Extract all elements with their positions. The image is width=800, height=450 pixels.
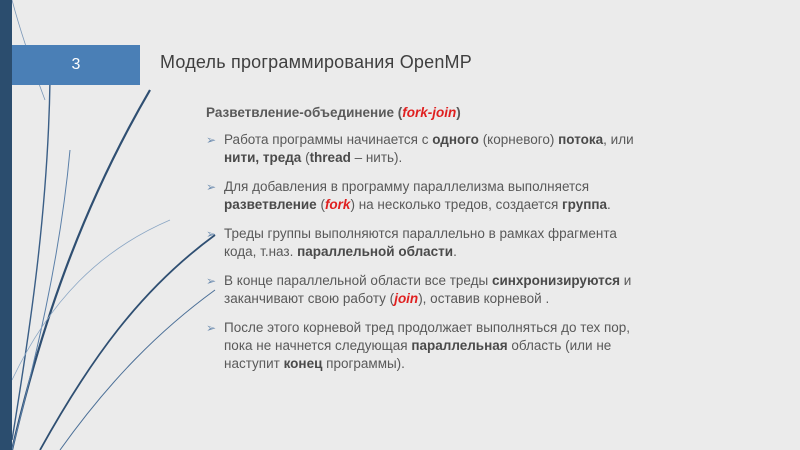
keyword-join: join <box>394 291 419 306</box>
slide-content <box>206 104 651 384</box>
bullet-item: ➢ После этого корневой тред продолжает выполняться до тех пор, пока не начнется следующая параллельная область (или не наступит конец программы). <box>206 320 631 371</box>
bullet-item: ➢ Треды группы выполняются параллельно в рамках фрагмента кода, т.наз. параллельной области. <box>206 226 617 259</box>
slide-title: Модель программирования OpenMP <box>160 52 472 72</box>
arrow-right-icon: ➢ <box>206 321 217 335</box>
arrow-right-icon: ➢ <box>206 133 217 147</box>
arrow-right-icon: ➢ <box>206 274 217 288</box>
bullet-item: ➢ Для добавления в программу параллелизма выполняется разветвление (fork) на несколько тредов, создается группа. <box>206 179 611 212</box>
subtitle: Разветвление-объединение (fork-join) <box>206 105 461 120</box>
keyword-fork-join: fork-join <box>402 105 457 120</box>
left-accent-strip <box>0 0 12 450</box>
arrow-right-icon: ➢ <box>206 180 217 194</box>
slide-number <box>12 45 140 85</box>
bullet-item: ➢ В конце параллельной области все треды синхронизируются и заканчивают свою работу (join), оставив корневой . <box>206 273 632 306</box>
slide-number-text: 3 <box>71 56 81 73</box>
bullet-item: ➢ Работа программы начинается с одного (корневого) потока, или нити, треда (thread – нить). <box>206 132 634 165</box>
keyword-fork: fork <box>324 197 351 212</box>
arrow-right-icon: ➢ <box>206 227 217 241</box>
